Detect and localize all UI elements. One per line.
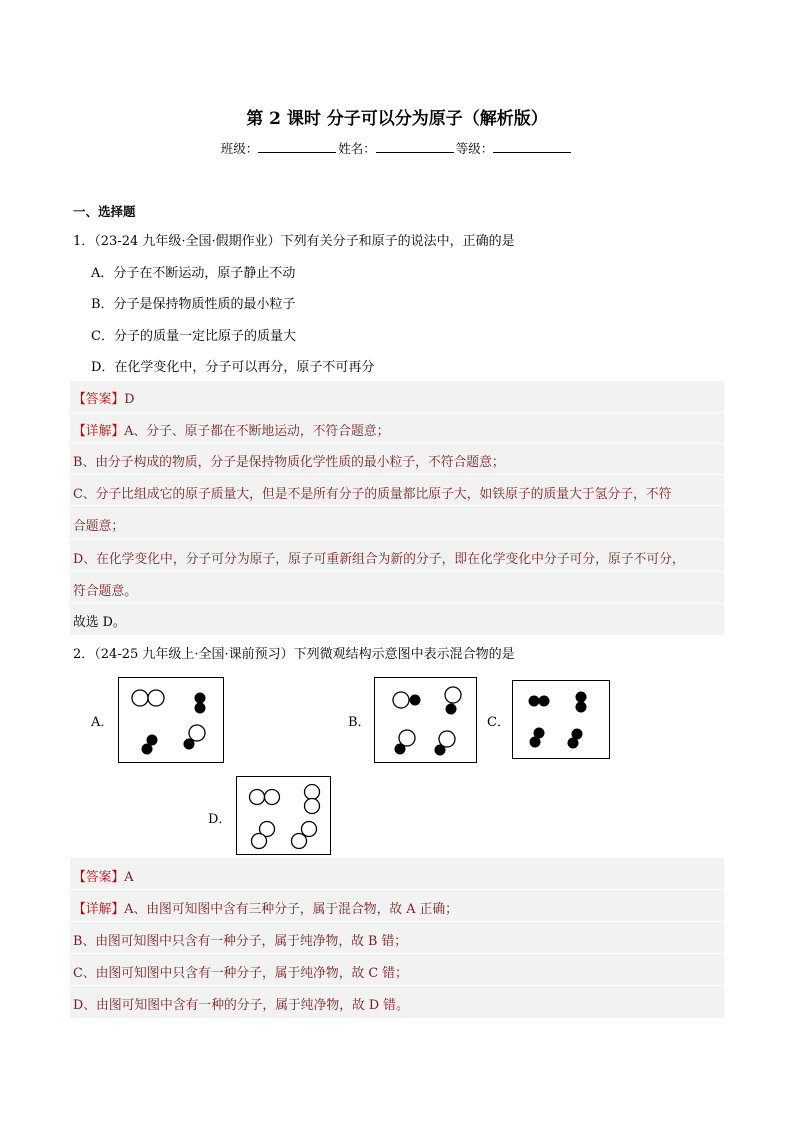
q2-option-b-label: B． bbox=[348, 715, 371, 730]
q2-detail-line-2: B、由图可知图中只含有一种分子，属于纯净物，故 B 错； bbox=[73, 934, 408, 949]
q2-detail-line-4: D、由图可知图中含有一种的分子，属于纯净物，故 D 错。 bbox=[73, 998, 409, 1013]
q2-option-d-label: D． bbox=[208, 812, 232, 827]
q1-detail-line-6: 符合题意。 bbox=[73, 584, 137, 599]
q1-detail-line-3: C、分子比组成它的原子质量大，但是不是所有分子的质量都比原子大，如铁原子的质量大于氢分子，不符 bbox=[73, 487, 672, 502]
student-info-line bbox=[0, 139, 794, 157]
q2-option-a-label: A． bbox=[91, 715, 114, 730]
answer-tag-2: 【答案】 bbox=[73, 870, 125, 885]
q2-detail-text-1: A、由图可知图中含有三种分子，属于混合物，故 A 正确； bbox=[124, 902, 458, 917]
grade-blank[interactable] bbox=[493, 139, 571, 153]
q2-option-d-diagram bbox=[236, 776, 331, 855]
q1-option-b: B．分子是保持物质性质的最小粒子 bbox=[91, 297, 296, 312]
molecule-diagram-b bbox=[375, 678, 476, 762]
name-label: 姓名： bbox=[338, 141, 376, 156]
molecule-diagram-d bbox=[237, 777, 330, 854]
q2-option-b-diagram bbox=[374, 677, 477, 763]
molecule-diagram-a bbox=[119, 678, 223, 762]
q1-answer-line bbox=[73, 388, 134, 407]
q2-detail-line-1 bbox=[73, 898, 458, 917]
grade-label: 等级： bbox=[455, 141, 494, 156]
class-blank[interactable] bbox=[258, 139, 336, 153]
q2-option-c-label: C． bbox=[487, 715, 510, 730]
q1-detail-line-2: B、由分子构成的物质，分子是保持物质化学性质的最小粒子，不符合题意； bbox=[73, 455, 505, 470]
q2-answer: A bbox=[124, 870, 134, 885]
q1-detail-line-7: 故选 D。 bbox=[73, 615, 126, 630]
q2-answer-block bbox=[70, 858, 724, 1018]
q1-detail-line-1 bbox=[73, 420, 389, 439]
q1-detail-line-4: 合题意； bbox=[73, 519, 125, 534]
name-blank[interactable] bbox=[376, 139, 454, 153]
q1-answer: D bbox=[124, 392, 135, 407]
q1-detail-line-5: D、在化学变化中，分子可分为原子，原子可重新组合为新的分子，即在化学变化中分子可分，原子不可分， bbox=[73, 552, 685, 567]
q1-option-a: A．分子在不断运动，原子静止不动 bbox=[91, 266, 296, 281]
class-label: 班级： bbox=[220, 141, 259, 156]
q2-answer-line bbox=[73, 866, 133, 885]
section-heading: 一、选择题 bbox=[73, 204, 136, 219]
detail-tag-2: 【详解】 bbox=[73, 902, 125, 917]
answer-tag: 【答案】 bbox=[73, 392, 125, 407]
q2-option-c-diagram bbox=[512, 680, 610, 759]
q1-detail-text-1: A、分子、原子都在不断地运动，不符合题意； bbox=[124, 424, 390, 439]
q1-option-c: C．分子的质量一定比原子的质量大 bbox=[91, 329, 296, 344]
question-1-stem: 1．（23-24 九年级·全国·假期作业）下列有关分子和原子的说法中，正确的是 bbox=[73, 234, 515, 249]
q2-option-a-diagram bbox=[118, 677, 224, 763]
q1-answer-block bbox=[70, 381, 724, 635]
q2-detail-line-3: C、由图可知图中只含有一种分子，属于纯净物，故 C 错； bbox=[73, 966, 408, 981]
question-2-stem: 2．（24-25 九年级上·全国·课前预习）下列微观结构示意图中表示混合物的是 bbox=[73, 647, 515, 662]
detail-tag: 【详解】 bbox=[73, 424, 125, 439]
molecule-diagram-c bbox=[513, 681, 609, 758]
q1-option-d: D．在化学变化中，分子可以再分，原子不可再分 bbox=[91, 360, 375, 375]
page-title: 第 2 课时 分子可以分为原子（解析版） bbox=[246, 109, 548, 129]
